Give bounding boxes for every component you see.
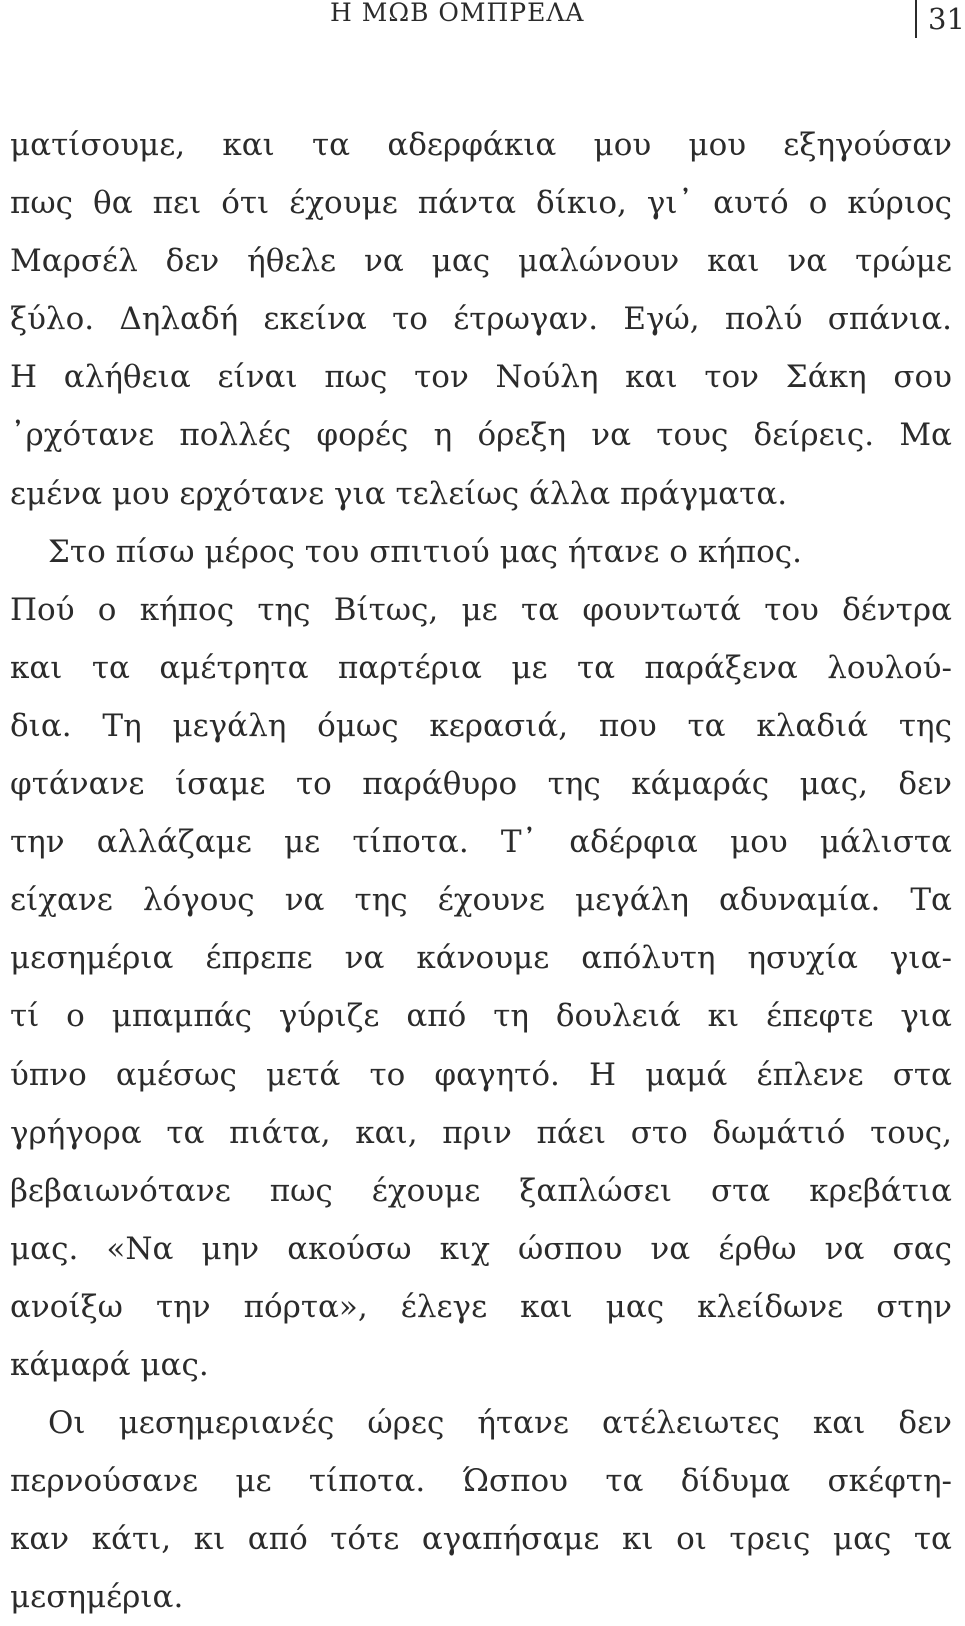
text-line: περνούσανε με τίποτα. Ώσπου τα δίδυμα σκέφτη- [10,1463,952,1500]
text-line: καν κάτι, κι από τότε αγαπήσαμε κι οι τρεις μας τα [10,1521,952,1558]
text-line: ανοίξω την πόρτα», έλεγε και μας κλείδωνε στην [10,1288,952,1325]
page-header [0,0,965,40]
text-line: δια. Τη μεγάλη όμως κερασιά, που τα κλαδιά της [10,707,952,744]
text-line: Μαρσέλ δεν ήθελε να μας μαλώνουν και να τρώμε [10,243,952,280]
text-line: τί ο μπαμπάς γύριζε από τη δουλειά κι έπεφτε για [10,998,952,1035]
text-line: πως θα πει ότι έχουμε πάντα δίκιο, γι᾽ αυτό ο κύριος [10,185,952,222]
text-line: Οι μεσημεριανές ώρες ήτανε ατέλειωτες και δεν [48,1405,952,1442]
header-divider [915,0,917,38]
text-line: βεβαιωνότανε πως έχουμε ξαπλώσει στα κρεβάτια [10,1172,952,1209]
text-line: είχανε λόγους να της έχουνε μεγάλη αδυναμία. Τα [10,882,952,919]
text-line: μεσημέρια έπρεπε να κάνουμε απόλυτη ησυχία για- [10,940,952,977]
text-line: ματίσουμε, και τα αδερφάκια μου μου εξηγούσαν [10,127,952,163]
text-line: την αλλάζαμε με τίποτα. Τ᾽ αδέρφια μου μάλιστα [10,824,952,861]
text-line: κάμαρά μας. [10,1346,209,1383]
text-line: και τα αμέτρητα παρτέρια με τα παράξενα λουλού- [10,649,952,686]
text-line: ύπνο αμέσως μετά το φαγητό. Η μαμά έπλενε στα [10,1056,952,1093]
text-line: Η αλήθεια είναι πως τον Νούλη και τον Σάκη σου [10,359,952,396]
text-line: φτάνανε ίσαμε το παράθυρο της κάμαράς μας, δεν [10,766,952,803]
text-line: Στο πίσω μέρος του σπιτιού μας ήτανε ο κήπος. [48,533,803,570]
text-line: γρήγορα τα πιάτα, και, πριν πάει στο δωμάτιό τους, [10,1114,952,1151]
body-text [10,116,952,1626]
text-line: μας. «Να μην ακούσω κιχ ώσπου να έρθω να σας [10,1230,952,1267]
text-line: Πού ο κήπος της Βίτως, με τα φουντωτά του δέντρα [10,591,952,628]
text-line: ξύλο. Δηλαδή εκείνα το έτρωγαν. Εγώ, πολύ σπάνια. [10,301,952,338]
page-number: 31 [928,2,965,36]
text-line: μεσημέρια. [10,1579,184,1616]
running-title: Η ΜΩΒ ΟΜΠΡΕΛΑ [330,0,585,27]
text-line: εμένα μου ερχότανε για τελείως άλλα πράγματα. [10,475,788,512]
text-line: ᾽ρχότανε πολλές φορές η όρεξη να τους δείρεις. Μα [10,417,952,454]
